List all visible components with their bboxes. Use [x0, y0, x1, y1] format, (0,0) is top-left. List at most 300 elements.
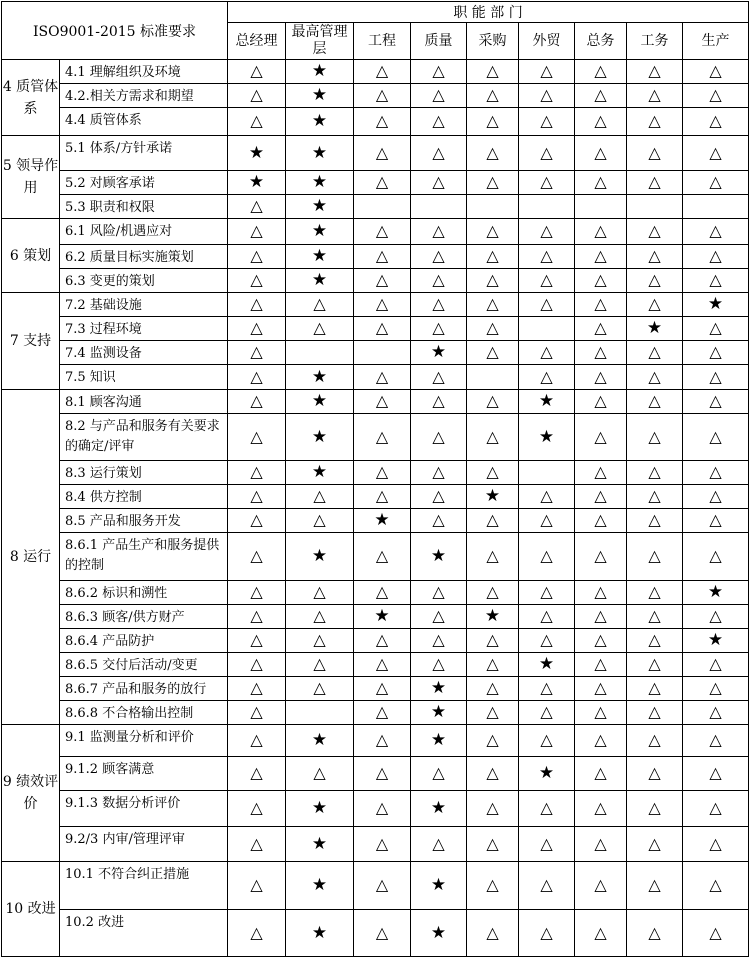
matrix-cell — [627, 509, 683, 533]
matrix-cell — [575, 390, 627, 414]
matrix-cell — [467, 827, 519, 862]
matrix-cell — [519, 757, 575, 791]
department-header: 最高管理层 — [286, 23, 354, 60]
matrix-cell — [411, 60, 467, 84]
triangle-mark-icon: △ — [594, 702, 607, 721]
triangle-mark-icon: △ — [313, 582, 326, 601]
matrix-cell — [354, 581, 411, 605]
matrix-cell — [683, 365, 749, 390]
matrix-cell — [683, 677, 749, 701]
table-row — [2, 827, 749, 862]
triangle-mark-icon: △ — [486, 270, 499, 289]
triangle-mark-icon: △ — [648, 366, 661, 386]
clause-label: 8.3 运行策划 — [60, 461, 228, 485]
table-row — [2, 653, 749, 677]
matrix-cell — [627, 136, 683, 171]
department-header: 生产 — [683, 23, 749, 60]
matrix-cell — [575, 245, 627, 269]
matrix-cell — [411, 136, 467, 171]
triangle-mark-icon: △ — [375, 462, 389, 481]
triangle-mark-icon: △ — [375, 270, 389, 289]
triangle-mark-icon: △ — [648, 391, 661, 410]
triangle-mark-icon: △ — [648, 606, 661, 625]
star-mark-icon: ★ — [311, 172, 328, 192]
matrix-cell — [627, 461, 683, 485]
triangle-mark-icon: △ — [486, 702, 499, 721]
matrix-cell — [575, 136, 627, 171]
matrix-cell — [683, 317, 749, 341]
matrix-cell — [575, 862, 627, 910]
star-mark-icon: ★ — [430, 730, 447, 750]
triangle-mark-icon: △ — [313, 678, 326, 697]
matrix-cell — [575, 509, 627, 533]
triangle-mark-icon: △ — [250, 606, 263, 625]
matrix-cell — [683, 84, 749, 108]
star-mark-icon: ★ — [374, 606, 390, 626]
triangle-mark-icon: △ — [432, 294, 445, 313]
matrix-cell — [228, 108, 286, 136]
triangle-mark-icon: △ — [250, 85, 263, 104]
matrix-cell — [228, 725, 286, 757]
matrix-cell — [354, 219, 411, 245]
triangle-mark-icon: △ — [594, 61, 607, 80]
matrix-cell — [519, 653, 575, 677]
matrix-cell — [575, 84, 627, 108]
triangle-mark-icon: △ — [648, 922, 661, 942]
matrix-cell — [683, 390, 749, 414]
clause-label: 8.6.8 不合格输出控制 — [60, 701, 228, 725]
matrix-cell — [286, 509, 354, 533]
star-mark-icon: ★ — [311, 221, 328, 241]
clause-label: 9.1.3 数据分析评价 — [60, 791, 228, 827]
triangle-mark-icon: △ — [486, 111, 499, 130]
section-label: 5 领导作用 — [2, 136, 60, 219]
matrix-cell — [683, 60, 749, 84]
table-row — [2, 757, 749, 791]
star-mark-icon: ★ — [311, 730, 328, 750]
triangle-mark-icon: △ — [432, 391, 445, 410]
star-mark-icon: ★ — [538, 654, 555, 674]
triangle-mark-icon: △ — [594, 730, 607, 749]
matrix-cell — [411, 461, 467, 485]
table-row — [2, 245, 749, 269]
matrix-cell — [575, 910, 627, 957]
matrix-cell — [627, 827, 683, 862]
triangle-mark-icon: △ — [313, 654, 326, 673]
triangle-mark-icon: △ — [648, 798, 661, 817]
matrix-cell — [467, 245, 519, 269]
triangle-mark-icon: △ — [709, 833, 722, 853]
matrix-cell — [467, 629, 519, 653]
clause-label: 8.4 供方控制 — [60, 485, 228, 509]
triangle-mark-icon: △ — [709, 111, 722, 130]
triangle-mark-icon: △ — [375, 730, 389, 749]
triangle-mark-icon: △ — [486, 246, 499, 265]
matrix-cell — [575, 60, 627, 84]
matrix-cell — [683, 293, 749, 317]
matrix-cell — [411, 701, 467, 725]
triangle-mark-icon: △ — [250, 875, 263, 894]
triangle-mark-icon: △ — [540, 246, 553, 265]
matrix-cell — [411, 390, 467, 414]
triangle-mark-icon: △ — [250, 270, 263, 289]
triangle-mark-icon: △ — [594, 318, 607, 337]
table-row — [2, 136, 749, 171]
triangle-mark-icon: △ — [432, 85, 445, 104]
triangle-mark-icon: △ — [648, 342, 661, 361]
star-mark-icon: ★ — [707, 630, 724, 650]
matrix-cell — [286, 84, 354, 108]
triangle-mark-icon: △ — [375, 922, 389, 942]
triangle-mark-icon: △ — [375, 546, 389, 565]
triangle-mark-icon: △ — [375, 678, 389, 697]
matrix-cell — [228, 581, 286, 605]
matrix-cell — [286, 269, 354, 293]
triangle-mark-icon: △ — [709, 142, 722, 162]
matrix-cell — [411, 509, 467, 533]
triangle-mark-icon: △ — [540, 172, 553, 191]
matrix-cell — [286, 605, 354, 629]
matrix-cell — [354, 461, 411, 485]
matrix-cell — [575, 293, 627, 317]
triangle-mark-icon: △ — [486, 630, 499, 649]
triangle-mark-icon: △ — [709, 391, 722, 410]
triangle-mark-icon: △ — [486, 730, 499, 749]
department-header: 总务 — [575, 23, 627, 60]
triangle-mark-icon: △ — [250, 111, 263, 130]
table-row — [2, 84, 749, 108]
table-row — [2, 341, 749, 365]
matrix-cell — [683, 605, 749, 629]
triangle-mark-icon: △ — [432, 270, 445, 289]
matrix-cell — [467, 317, 519, 341]
triangle-mark-icon: △ — [648, 270, 661, 289]
triangle-mark-icon: △ — [594, 582, 607, 601]
star-mark-icon: ★ — [430, 922, 447, 943]
matrix-cell — [228, 509, 286, 533]
matrix-cell — [411, 485, 467, 509]
triangle-mark-icon: △ — [648, 111, 661, 130]
matrix-cell — [228, 171, 286, 195]
table-row — [2, 581, 749, 605]
triangle-mark-icon: △ — [250, 318, 263, 337]
matrix-cell — [683, 653, 749, 677]
matrix-cell — [411, 365, 467, 390]
matrix-cell — [411, 653, 467, 677]
triangle-mark-icon: △ — [432, 318, 445, 337]
matrix-cell — [286, 677, 354, 701]
clause-label: 8.6.4 产品防护 — [60, 629, 228, 653]
triangle-mark-icon: △ — [709, 85, 722, 104]
triangle-mark-icon: △ — [594, 630, 607, 649]
table-row — [2, 533, 749, 581]
matrix-cell — [411, 341, 467, 365]
table-row — [2, 195, 749, 219]
matrix-cell — [228, 269, 286, 293]
triangle-mark-icon: △ — [375, 246, 389, 265]
triangle-mark-icon: △ — [250, 510, 263, 529]
matrix-cell — [228, 827, 286, 862]
table-row — [2, 862, 749, 910]
triangle-mark-icon: △ — [375, 61, 389, 80]
triangle-mark-icon: △ — [709, 763, 722, 782]
table-row — [2, 461, 749, 485]
matrix-cell — [286, 136, 354, 171]
clause-label: 8.6.2 标识和溯性 — [60, 581, 228, 605]
table-row — [2, 791, 749, 827]
matrix-cell — [467, 60, 519, 84]
triangle-mark-icon: △ — [648, 763, 661, 782]
clause-label: 5.1 体系/方针承诺 — [60, 136, 228, 171]
triangle-mark-icon: △ — [709, 922, 722, 942]
triangle-mark-icon: △ — [540, 546, 553, 565]
clause-label: 7.2 基础设施 — [60, 293, 228, 317]
triangle-mark-icon: △ — [375, 172, 389, 191]
triangle-mark-icon: △ — [648, 294, 661, 313]
matrix-cell — [627, 485, 683, 509]
matrix-cell — [519, 84, 575, 108]
matrix-cell — [286, 293, 354, 317]
matrix-cell — [411, 862, 467, 910]
matrix-cell — [575, 219, 627, 245]
triangle-mark-icon: △ — [709, 366, 722, 386]
triangle-mark-icon: △ — [594, 142, 607, 162]
triangle-mark-icon: △ — [709, 875, 722, 894]
triangle-mark-icon: △ — [648, 61, 661, 80]
matrix-cell — [286, 910, 354, 957]
triangle-mark-icon: △ — [375, 111, 389, 130]
matrix-cell — [519, 365, 575, 390]
table-row — [2, 390, 749, 414]
matrix-cell — [519, 605, 575, 629]
clause-label: 8.5 产品和服务开发 — [60, 509, 228, 533]
triangle-mark-icon: △ — [540, 798, 553, 817]
matrix-cell — [228, 701, 286, 725]
matrix-cell — [467, 509, 519, 533]
triangle-mark-icon: △ — [648, 142, 661, 162]
matrix-cell — [286, 365, 354, 390]
triangle-mark-icon: △ — [594, 221, 607, 240]
matrix-cell — [286, 827, 354, 862]
triangle-mark-icon: △ — [432, 654, 445, 673]
triangle-mark-icon: △ — [594, 678, 607, 697]
triangle-mark-icon: △ — [540, 294, 553, 313]
matrix-cell — [519, 341, 575, 365]
triangle-mark-icon: △ — [250, 922, 263, 942]
matrix-cell — [467, 195, 519, 219]
matrix-cell — [286, 629, 354, 653]
matrix-cell — [228, 757, 286, 791]
triangle-mark-icon: △ — [432, 582, 445, 601]
triangle-mark-icon: △ — [486, 342, 499, 361]
matrix-cell — [627, 269, 683, 293]
triangle-mark-icon: △ — [313, 763, 326, 782]
star-mark-icon: ★ — [707, 294, 724, 314]
triangle-mark-icon: △ — [594, 798, 607, 817]
matrix-cell — [228, 629, 286, 653]
matrix-cell — [627, 791, 683, 827]
matrix-cell — [354, 365, 411, 390]
matrix-cell — [354, 171, 411, 195]
matrix-cell — [411, 195, 467, 219]
matrix-cell — [411, 108, 467, 136]
triangle-mark-icon: △ — [250, 462, 263, 481]
table-row — [2, 317, 749, 341]
table-row — [2, 725, 749, 757]
clause-label: 8.6.1 产品生产和服务提供的控制 — [60, 533, 228, 581]
triangle-mark-icon: △ — [486, 221, 499, 240]
clause-label: 8.6.5 交付后活动/变更 — [60, 653, 228, 677]
clause-label: 8.6.3 顾客/供方财产 — [60, 605, 228, 629]
matrix-cell — [575, 108, 627, 136]
matrix-cell — [519, 725, 575, 757]
table-row — [2, 701, 749, 725]
triangle-mark-icon: △ — [375, 486, 389, 505]
department-header: 工程 — [354, 23, 411, 60]
matrix-cell — [228, 533, 286, 581]
matrix-cell — [519, 269, 575, 293]
matrix-cell — [411, 317, 467, 341]
matrix-cell — [467, 725, 519, 757]
table-row — [2, 60, 749, 84]
matrix-cell — [627, 725, 683, 757]
matrix-cell — [354, 60, 411, 84]
triangle-mark-icon: △ — [250, 221, 263, 240]
matrix-cell — [286, 245, 354, 269]
matrix-cell — [354, 293, 411, 317]
matrix-cell — [467, 414, 519, 461]
clause-label: 9.1.2 顾客满意 — [60, 757, 228, 791]
matrix-cell — [228, 414, 286, 461]
star-mark-icon: ★ — [311, 111, 328, 131]
triangle-mark-icon: △ — [432, 221, 445, 240]
matrix-cell — [411, 725, 467, 757]
star-mark-icon: ★ — [430, 702, 447, 722]
star-mark-icon: ★ — [646, 318, 663, 338]
triangle-mark-icon: △ — [540, 366, 553, 386]
responsibility-matrix-table — [1, 1, 749, 957]
triangle-mark-icon: △ — [594, 366, 607, 386]
matrix-cell — [286, 461, 354, 485]
matrix-cell — [627, 365, 683, 390]
matrix-cell — [354, 108, 411, 136]
matrix-cell — [286, 653, 354, 677]
triangle-mark-icon: △ — [250, 391, 263, 410]
triangle-mark-icon: △ — [648, 702, 661, 721]
table-row — [2, 910, 749, 957]
star-mark-icon: ★ — [484, 606, 501, 626]
star-mark-icon: ★ — [374, 510, 390, 530]
triangle-mark-icon: △ — [648, 582, 661, 601]
matrix-cell — [627, 219, 683, 245]
star-mark-icon: ★ — [311, 391, 328, 411]
table-row — [2, 485, 749, 509]
star-mark-icon: ★ — [311, 270, 328, 290]
matrix-cell — [286, 195, 354, 219]
triangle-mark-icon: △ — [486, 510, 499, 529]
matrix-cell — [286, 725, 354, 757]
matrix-cell — [683, 725, 749, 757]
matrix-cell — [354, 390, 411, 414]
triangle-mark-icon: △ — [486, 391, 499, 410]
triangle-mark-icon: △ — [540, 142, 553, 162]
star-mark-icon: ★ — [311, 196, 328, 216]
triangle-mark-icon: △ — [540, 630, 553, 649]
matrix-cell — [467, 701, 519, 725]
matrix-cell — [228, 485, 286, 509]
matrix-cell — [627, 629, 683, 653]
matrix-cell — [519, 136, 575, 171]
matrix-cell — [575, 365, 627, 390]
triangle-mark-icon: △ — [709, 730, 722, 749]
triangle-mark-icon: △ — [648, 221, 661, 240]
star-mark-icon: ★ — [538, 426, 555, 447]
matrix-cell — [683, 108, 749, 136]
triangle-mark-icon: △ — [709, 546, 722, 565]
triangle-mark-icon: △ — [250, 342, 263, 361]
matrix-cell — [683, 757, 749, 791]
matrix-cell — [228, 341, 286, 365]
matrix-cell — [354, 84, 411, 108]
star-mark-icon: ★ — [248, 142, 265, 163]
matrix-cell — [627, 414, 683, 461]
triangle-mark-icon: △ — [432, 763, 445, 782]
matrix-cell — [228, 390, 286, 414]
triangle-mark-icon: △ — [486, 142, 499, 162]
star-mark-icon: ★ — [311, 546, 328, 566]
matrix-cell — [627, 84, 683, 108]
matrix-cell — [467, 136, 519, 171]
triangle-mark-icon: △ — [375, 142, 389, 162]
triangle-mark-icon: △ — [594, 391, 607, 410]
table-row — [2, 677, 749, 701]
matrix-cell — [627, 653, 683, 677]
triangle-mark-icon: △ — [648, 875, 661, 894]
matrix-cell — [228, 219, 286, 245]
triangle-mark-icon: △ — [594, 875, 607, 894]
triangle-mark-icon: △ — [313, 318, 326, 337]
triangle-mark-icon: △ — [648, 546, 661, 565]
matrix-cell — [575, 827, 627, 862]
matrix-cell — [519, 414, 575, 461]
matrix-cell — [411, 414, 467, 461]
matrix-cell — [354, 136, 411, 171]
triangle-mark-icon: △ — [313, 606, 326, 625]
triangle-mark-icon: △ — [486, 875, 499, 894]
triangle-mark-icon: △ — [486, 798, 499, 817]
triangle-mark-icon: △ — [594, 654, 607, 673]
triangle-mark-icon: △ — [540, 510, 553, 529]
matrix-cell — [467, 219, 519, 245]
triangle-mark-icon: △ — [250, 546, 263, 565]
matrix-cell — [575, 414, 627, 461]
matrix-cell — [411, 791, 467, 827]
matrix-cell — [683, 629, 749, 653]
matrix-cell — [228, 605, 286, 629]
matrix-cell — [286, 219, 354, 245]
matrix-cell — [683, 171, 749, 195]
matrix-cell — [467, 108, 519, 136]
triangle-mark-icon: △ — [250, 582, 263, 601]
triangle-mark-icon: △ — [486, 654, 499, 673]
matrix-cell — [683, 461, 749, 485]
clause-label: 7.3 过程环境 — [60, 317, 228, 341]
matrix-cell — [228, 677, 286, 701]
triangle-mark-icon: △ — [250, 654, 263, 673]
triangle-mark-icon: △ — [250, 196, 263, 215]
matrix-cell — [354, 910, 411, 957]
star-mark-icon: ★ — [311, 798, 328, 818]
